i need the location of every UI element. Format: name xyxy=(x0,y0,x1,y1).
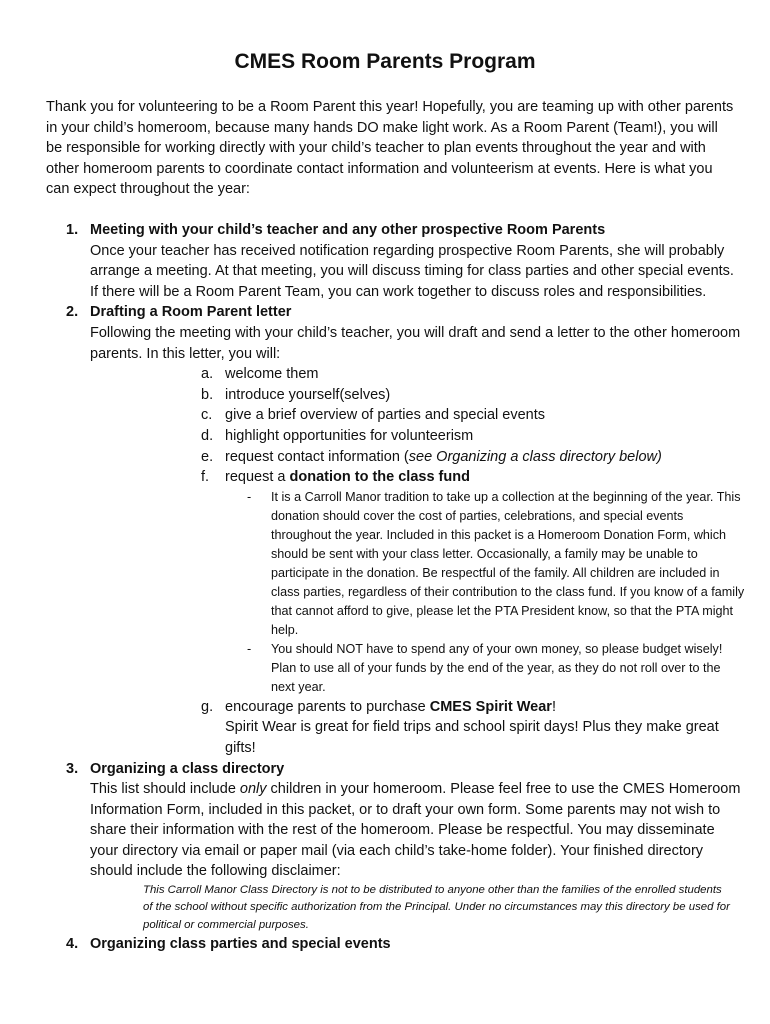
item-text: give a brief overview of parties and special events xyxy=(225,407,545,424)
item-bold-text: CMES Spirit Wear xyxy=(429,698,552,715)
donation-bullets xyxy=(225,488,746,697)
item-letter: a. xyxy=(201,366,214,383)
section-heading: Organizing a class directory xyxy=(90,760,285,777)
item-text: encourage parents to purchase xyxy=(225,698,430,715)
section-letter xyxy=(46,302,746,758)
donation-bullet-tradition xyxy=(247,488,746,640)
bullet-text: It is a Carroll Manor tradition to take up a collection at the beginning of the year. This donation should cover the cost of parties, celebrations, and special events throughout the year. Included in this packet is a Homeroom Donation Form, which should be sent with your class letter. Occasionally, a family may be unable to participate in the donation. Be respectful of the family. All children are included in class parties, regardless of their contribution to the class fund. If you know of a family that cannot afford to give, please let the PTA President know, so that the PTA might help. xyxy=(271,489,745,637)
spirit-wear-note: Spirit Wear is great for field trips and school spirit days! Plus they make great gifts! xyxy=(225,719,719,756)
section-number: 3. xyxy=(66,760,79,777)
item-text: introduce yourself(selves) xyxy=(225,386,391,403)
page-title: CMES Room Parents Program xyxy=(234,50,536,73)
item-letter: c. xyxy=(201,407,213,424)
letter-items-list xyxy=(90,364,746,758)
dash-marker: - xyxy=(247,641,252,656)
donation-bullet-budget xyxy=(247,640,746,697)
letter-item-a xyxy=(180,364,746,385)
dash-marker: - xyxy=(247,489,252,504)
item-text: highlight opportunities for volunteerism xyxy=(225,427,474,444)
bullet-text: You should NOT have to spend any of your own money, so please budget wisely! Plan to use all of your funds by the end of the year, as they do not roll over to the next year. xyxy=(271,641,723,694)
intro-paragraph: Thank you for volunteering to be a Room Parent this year! Hopefully, you are teaming up with other parents in your child’s homeroom, because many hands DO make light work. As a Room Parent (Team!), you will be responsible for working directly with your child’s teacher to plan events throughout the year and with other homeroom parents to coordinate contact information and volunteerism at events. Here is what you can expect throughout the year: xyxy=(46,99,734,198)
section-number: 2. xyxy=(66,304,79,321)
body-italic-text: only xyxy=(239,781,267,798)
section-parties xyxy=(46,934,746,955)
section-body xyxy=(90,779,746,882)
letter-item-d xyxy=(180,426,746,447)
section-meeting xyxy=(46,220,746,302)
section-directory xyxy=(46,759,746,934)
item-text: request contact information ( xyxy=(225,448,409,465)
item-letter: d. xyxy=(201,427,214,444)
letter-item-f xyxy=(180,467,746,697)
item-letter: g. xyxy=(201,698,214,715)
item-text: request a xyxy=(225,469,290,486)
section-number: 1. xyxy=(66,222,79,238)
section-body: Following the meeting with your child’s teacher, you will draft and send a letter to the other homeroom parents. In this letter, you will: xyxy=(90,324,741,362)
main-list xyxy=(46,220,746,955)
item-after-text: ! xyxy=(551,698,556,715)
body-text-before: This list should include xyxy=(90,781,240,798)
directory-disclaimer: This Carroll Manor Class Directory is not to be distributed to anyone other than the families of the enrolled students of the school without specific authorization from the Principal. Under no circumstances may this directory be used for political or commercial purposes. xyxy=(143,884,730,931)
item-bold-text: donation to the class fund xyxy=(289,469,470,486)
section-heading: Drafting a Room Parent letter xyxy=(90,304,292,321)
letter-item-e xyxy=(180,447,746,468)
section-body: Once your teacher has received notification regarding prospective Room Parents, she will probably arrange a meeting. At that meeting, you will discuss timing for class parties and other special events. If there will be a Room Parent Team, you can work together to discuss roles and responsibilities. xyxy=(90,242,734,300)
section-number: 4. xyxy=(66,935,79,952)
item-letter: e. xyxy=(201,448,214,465)
item-letter: f. xyxy=(201,469,210,486)
item-italic-text: see Organizing a class directory below) xyxy=(408,448,662,465)
letter-item-g xyxy=(180,697,746,759)
body-text-after: children in your homeroom. Please feel free to use the CMES Homeroom Information Form, included in this packet, or to draft your own form. Some parents may not wish to share their information with the rest of the homeroom. Please be respectful. You may disseminate your directory via email or paper mail (via each child’s take-home folder). Your finished directory should include the following disclaimer: xyxy=(90,781,741,880)
item-text: welcome them xyxy=(225,366,319,383)
letter-item-b xyxy=(180,385,746,406)
letter-item-c xyxy=(180,405,746,426)
item-letter: b. xyxy=(201,386,214,403)
section-heading: Organizing class parties and special events xyxy=(90,935,391,952)
section-heading: Meeting with your child’s teacher and any other prospective Room Parents xyxy=(90,222,606,238)
